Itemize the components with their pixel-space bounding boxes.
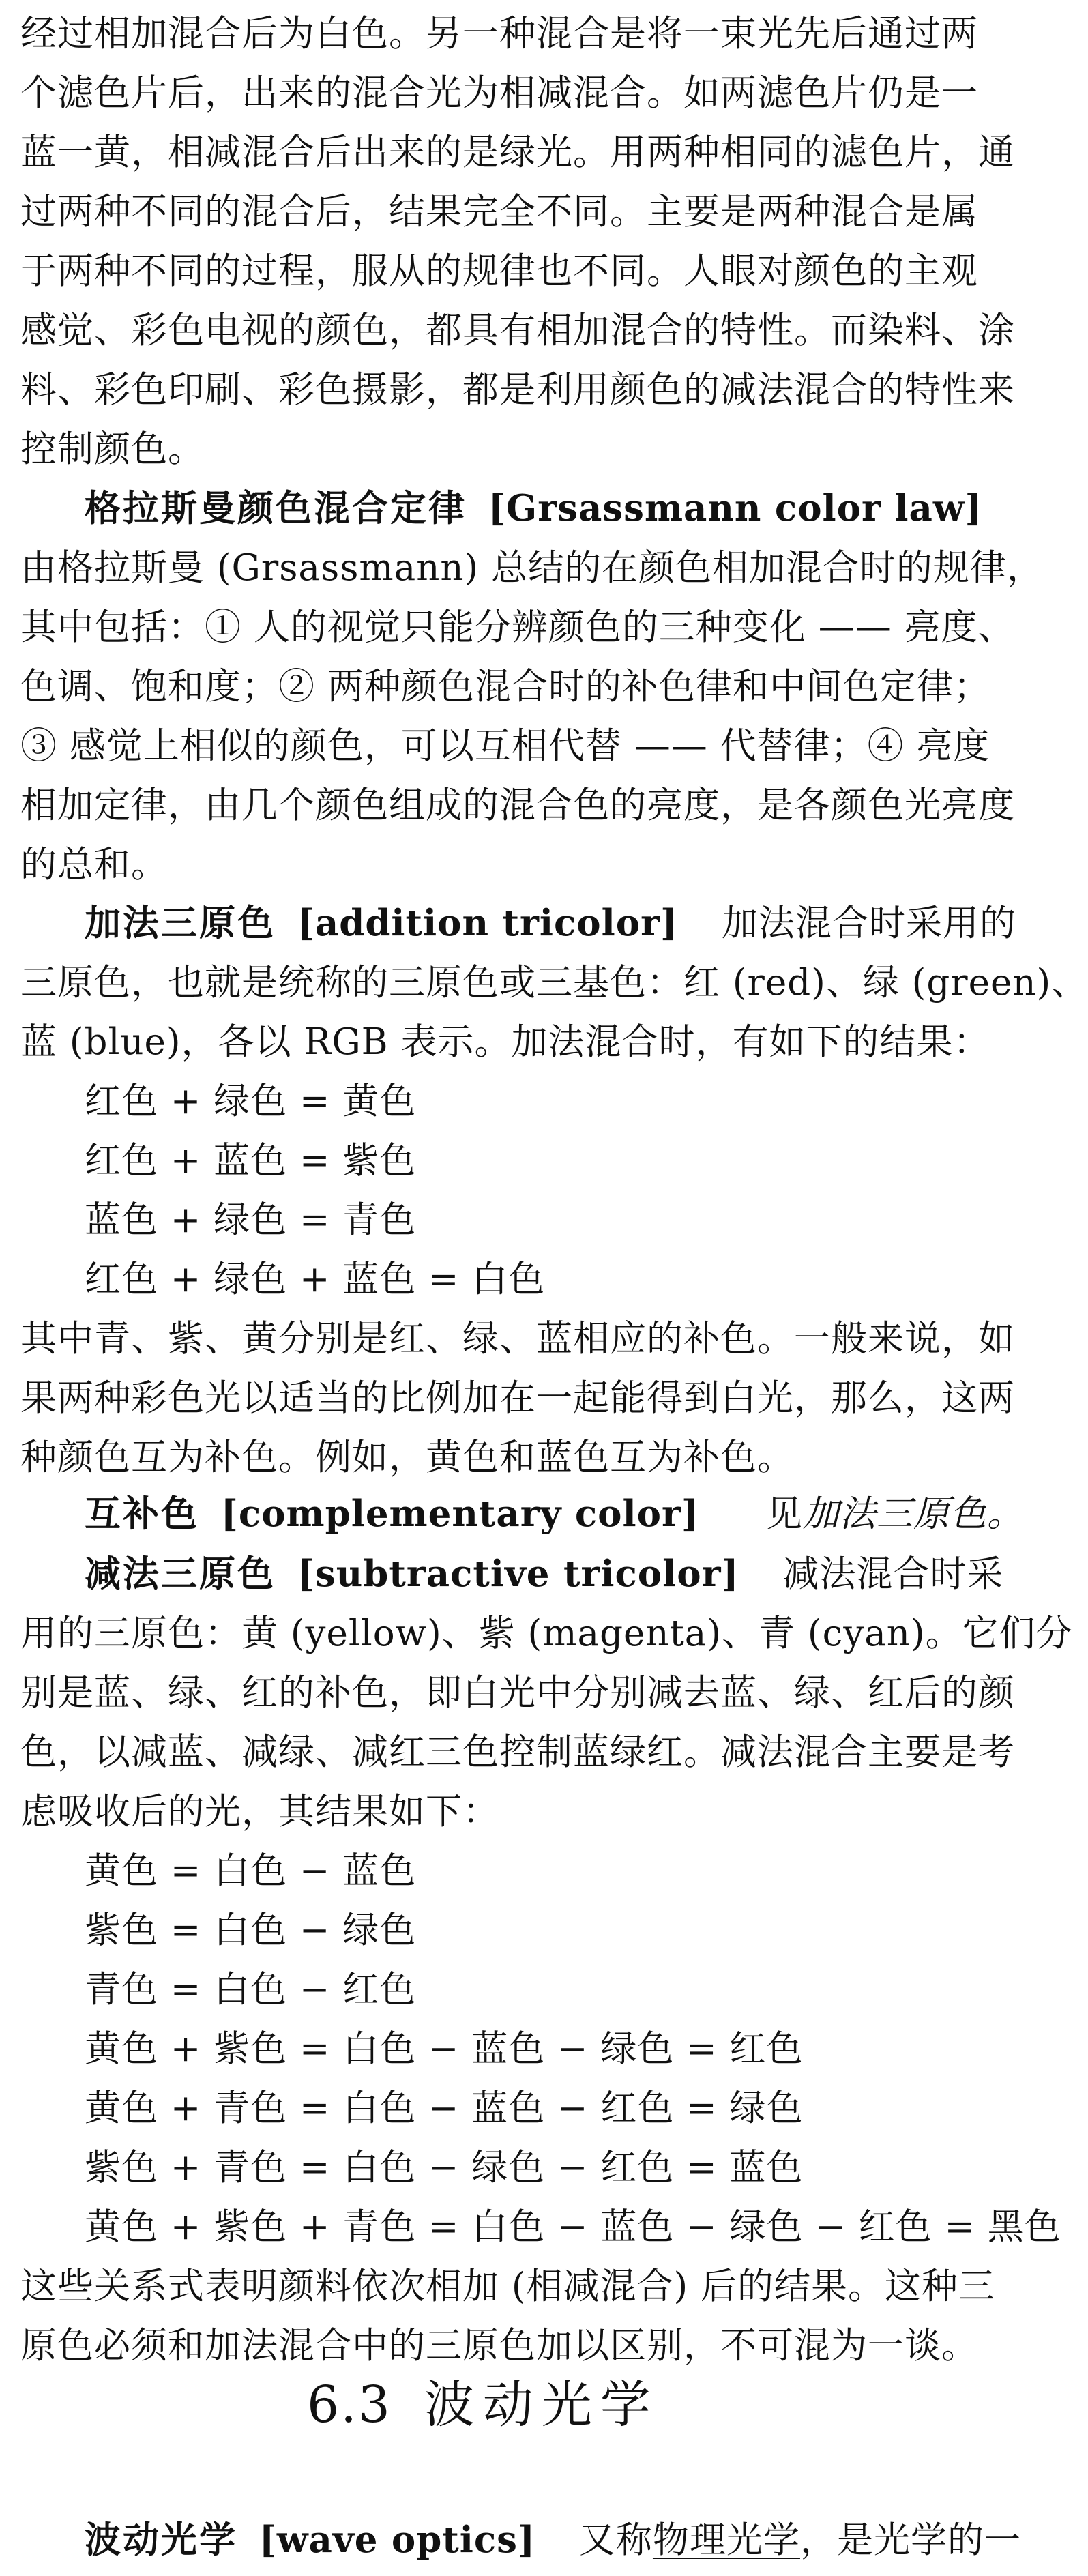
equation-line: 红色 + 绿色 + 蓝色 = 白色 [85, 1259, 546, 1300]
text-line: 料、彩色印刷、彩色摄影，都是利用颜色的减法混合的特性来 [20, 369, 1015, 411]
entry-definition-start: 减法混合时采 [782, 1553, 1004, 1595]
entry-definition-start: 又称 [578, 2519, 653, 2561]
text-line: 过两种不同的混合后，结果完全不同。主要是两种混合是属 [20, 191, 978, 233]
entry-heading-line [20, 1545, 1004, 1604]
cross-reference-link[interactable]: 物理光学 [652, 2519, 800, 2561]
text-line: 感觉、彩色电视的颜色，都具有相加混合的特性。而染料、涂 [20, 310, 1015, 351]
entry-english-term: [Grsassmann color law] [488, 487, 983, 529]
entry-term: 格拉斯曼颜色混合定律 [85, 488, 467, 529]
entry-english-term: [wave optics] [259, 2519, 536, 2561]
text-line: 其中包括：① 人的视觉只能分辨颜色的三种变化 —— 亮度、 [20, 606, 1015, 648]
text-line: 种颜色互为补色。例如，黄色和蓝色互为补色。 [20, 1437, 794, 1478]
entry-term: 互补色 [85, 1493, 199, 1535]
equation-line: 黄色 = 白色 − 蓝色 [85, 1850, 417, 1892]
text-line: 经过相加混合后为白色。另一种混合是将一束光先后通过两 [20, 13, 978, 55]
entry-english-term: [complementary color] [220, 1493, 699, 1535]
text-line: 控制颜色。 [20, 428, 205, 470]
equation-line: 青色 = 白色 − 红色 [85, 1969, 417, 2010]
text-line: 原色必须和加法混合中的三原色加以区别，不可混为一谈。 [20, 2325, 978, 2367]
text-line: 个滤色片后，出来的混合光为相减混合。如两滤色片仍是一 [20, 72, 978, 114]
section-title: 波动光学 [424, 2375, 659, 2434]
entry-heading-line [20, 894, 1016, 953]
equation-line: 红色 + 绿色 = 黄色 [85, 1081, 417, 1122]
text-line: 三原色，也就是统称的三原色或三基色：红 (red)、绿 (green)、 [20, 962, 1088, 1004]
text-line: 的总和。 [20, 844, 168, 886]
entry-heading-line [20, 1484, 1024, 1544]
entry-definition-continue: ，是光学的一 [799, 2519, 1021, 2561]
text-line: 于两种不同的过程，服从的规律也不同。人眼对颜色的主观 [20, 250, 978, 292]
text-line: ③ 感觉上相似的颜色，可以互相代替 —— 代替律；④ 亮度 [20, 725, 990, 767]
entry-addition-tricolor [20, 894, 1088, 1487]
entry-english-term: [addition tricolor] [297, 902, 679, 944]
equation-line: 黄色 + 青色 = 白色 − 蓝色 − 红色 = 绿色 [85, 2088, 804, 2129]
text-line: 其中青、紫、黄分别是红、绿、蓝相应的补色。一般来说，如 [20, 1318, 1015, 1360]
text-line: 由格拉斯曼 (Grsassmann) 总结的在颜色相加混合时的规律， [20, 547, 1044, 589]
text-line: 相加定律，由几个颜色组成的混合色的亮度，是各颜色光亮度 [20, 785, 1015, 826]
entry-term: 加法三原色 [85, 903, 276, 944]
equation-line: 紫色 + 青色 = 白色 − 绿色 − 红色 = 蓝色 [85, 2147, 804, 2189]
entry-definition-start: 加法混合时采用的 [721, 903, 1016, 944]
section-heading [0, 2367, 966, 2442]
text-line: 用的三原色：黄 (yellow)、紫 (magenta)、青 (cyan)。它们分 [20, 1613, 1073, 1654]
entry-term: 波动光学 [85, 2519, 237, 2561]
entry-wave-optics [20, 2511, 1021, 2570]
text-line: 色调、饱和度；② 两种颜色混合时的补色律和中间色定律； [20, 666, 990, 707]
entry-heading-line [20, 479, 983, 538]
entry-subtractive-tricolor [20, 1545, 1073, 2375]
entry-grassmann-color-law [20, 479, 1044, 894]
equation-line: 红色 + 蓝色 = 紫色 [85, 1140, 417, 1182]
entry-heading-line [20, 2511, 1021, 2570]
equation-line: 黄色 + 紫色 + 青色 = 白色 − 蓝色 − 绿色 − 红色 = 黑色 [85, 2206, 1061, 2248]
see-also-label: 见 [765, 1493, 803, 1535]
text-line: 别是蓝、绿、红的补色，即白光中分别减去蓝、绿、红后的颜 [20, 1672, 1015, 1714]
equation-line: 紫色 = 白色 − 绿色 [85, 1909, 417, 1951]
section-number: 6.3 [307, 2375, 392, 2434]
intro-paragraph [20, 4, 1015, 479]
text-line: 这些关系式表明颜料依次相加 (相减混合) 后的结果。这种三 [20, 2266, 996, 2307]
text-line: 虑吸收后的光，其结果如下： [20, 1791, 499, 1832]
text-line: 蓝 (blue)，各以 RGB 表示。加法混合时，有如下的结果： [20, 1021, 990, 1063]
entry-english-term: [subtractive tricolor] [297, 1553, 739, 1595]
entry-complementary-color [20, 1484, 1024, 1544]
equation-line: 黄色 + 紫色 = 白色 − 蓝色 − 绿色 = 红色 [85, 2028, 804, 2070]
see-also-reference: 加法三原色。 [802, 1493, 1024, 1535]
text-line: 色，以减蓝、减绿、减红三色控制蓝绿红。减法混合主要是考 [20, 1731, 1015, 1773]
entry-term: 减法三原色 [85, 1553, 276, 1595]
text-line: 蓝一黄，相减混合后出来的是绿光。用两种相同的滤色片，通 [20, 132, 1015, 173]
equation-line: 蓝色 + 绿色 = 青色 [85, 1199, 417, 1241]
text-line: 果两种彩色光以适当的比例加在一起能得到白光，那么，这两 [20, 1377, 1015, 1419]
